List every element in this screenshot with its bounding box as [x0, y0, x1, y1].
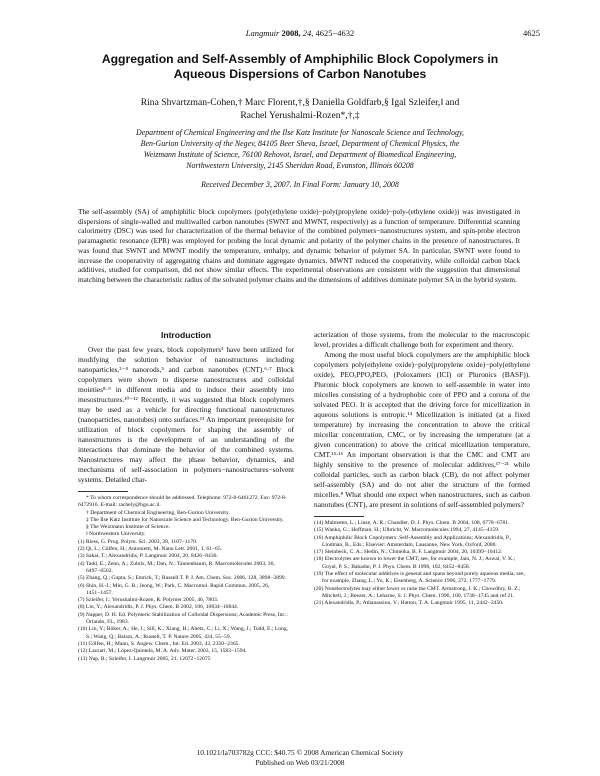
footnote-divider [78, 491, 128, 492]
author-list [60, 96, 540, 122]
affiliations [62, 127, 538, 171]
journal-citation [60, 28, 540, 38]
introduction-heading: Introduction [160, 330, 212, 340]
reference-item: (16) Amphiphilic Block Copolymers: Self-Assembly and Applications; Alexandridis, P., Lindman, B., Eds.; Elsevier: Amsterdam, Lausanne, New York, Oxford, 2000. [314, 534, 512, 548]
reference-item: (1) Riess, G. Prog. Polym. Sci. 2003, 28, 1107−1170. [78, 538, 198, 545]
reference-item: (4) Tadd, E.; Zeno, A.; Zubris, M.; Dan, N.; Tannenbaum, R. Macromolecules 2003, 36, 6497−6502. [78, 560, 275, 574]
left-column [78, 330, 294, 663]
journal-name: Langmuir [245, 28, 280, 38]
references-left [78, 539, 294, 663]
reference-divider [314, 516, 364, 517]
page-number: 4625 [523, 28, 540, 38]
authors-line-1: Rina Shvartzman-Cohen,† Marc Florent,†,§ Daniella Goldfarb,§ Igal Szleifer,‖ and [140, 97, 460, 108]
reference-item: (13) Nap, R.; Szleifer, I. Langmuir 2005, 21, 12072−12075 [78, 655, 211, 662]
reference-item: (21) Alexandridis, P.; Athanassiou, V.; Hatton, T. A. Langmuir 1995, 11, 2442−2450. [314, 600, 504, 607]
reference-item: (15) Wanka, G.; Hoffman, H.; Ulbricht, W. Macromolecules 1994, 27, 4145−4159. [314, 527, 500, 534]
intro-paragraph-2: acterization of those systems, from the molecular to the macroscopic level, provides a difficult challenge both for experiment and theory. [314, 330, 530, 349]
abstract: The self-assembly (SA) of amphiphilic block copolymers (poly(ethylene oxide)−poly(propylene oxide)−poly-(ethylene oxide)) was investigated in dispersions of single-walled and multiwalled carbon nanotubes (SWNT and MWNT, respectively) as a function of temperature. Differential scanning calorimetry (DSC) was used for characterization of the thermal behavior of the combined polymers−nanostructures system, and spin-probe electron paramagnetic resonance (EPR) was employed for probing the local dynamic and polarity of the polymer chains in the presence of nanostructures. It was found that SWNT and MWNT modify the temperature, enthalpy, and dynamic behavior of polymer SA. In particular, SWNT were found to increase the cooperativity of aggregating chains and dominate aggregate dynamics. MWNT reduced the cooperativity, while colloidal carbon black additives, studied for comparison, did not show similar effects. The experimental observations are consistent with the suggestion that dimensional matching between the characteristic radius of the solvated polymer chains and the dimensions of additives dominate polymer SA in the hybrid system. [78, 207, 520, 284]
reference-item: (9) Napper, D. H. Ed. Polymeric Stabilization of Colloidal Dispersions; Academic Press, Inc.: Orlando, FL, 1983. [78, 611, 288, 626]
footnote: § The Weizmann Institute of Science. [86, 524, 170, 531]
journal-volume: 24 [302, 28, 312, 38]
footnote: ‖ Northwestern University. [86, 531, 146, 538]
reference-item: (5) Zhang, Q.; Gupta, S.; Emrick, T.; Russell T. P. J. Am. Chem. Soc. 2006, 128, 3898−3899. [78, 575, 286, 582]
reference-item: (6) Shin, H.-I.; Min, G. B.; Jeong, W.; Park, C. Macromol. Rapid Commun. 2005, 26, 1451−1457. [78, 582, 270, 596]
reference-item: (14) Malmsten, L.; Linse, A. R.; Chandler, D. J. Phys. Chem. B 2004, 108, 6778−6781. [314, 520, 510, 526]
reference-item: (11) Cölfen, H.; Mann, S. Angew. Chem., Int. Ed. 2003, 42, 2350−2365. [78, 640, 240, 647]
affiliation-line: Weizmann Institute of Science, 76100 Rehovot, Israel, and Department of Biomedical Engineering, [143, 150, 457, 159]
footnote: * To whom correspondence should be addressed. Telephone: 972-8-6461272. Fax: 972-8-6472916. E-mail: rachely@bgu.ac.il. [78, 495, 287, 509]
reference-item: (2) Qi, L.; Cölfen, H.; Antonietti, M. Nano Lett. 2001, 1, 61−65. [78, 546, 223, 553]
reference-item: (10) Lin, Y.; Böker, A.; He, J.; Sill, K.; Xiang, H.; Abetz, C.; Li, X.; Wang, J.; Todd, E.; Long, S.; Wang, Q.; Balazs, A.; Russell, T. P. Nature 2005, 434, 55−59. [78, 626, 289, 640]
article-title [60, 52, 540, 82]
page-footer [60, 748, 540, 767]
publication-date: Published on Web 03/21/2008 [255, 757, 345, 767]
right-column [314, 330, 530, 608]
affiliation-line: Northwestern University, 2145 Sheridan Road, Evanston, Illinois 60208 [186, 161, 414, 170]
reference-item: (18) Electrolytes are known to lower the CMT; see, for example, Jain, N. J.; Aswal, V. K.; Goyal, P. S.; Bahadur, P. J. Phys. Chem. B 1998, 102, 8452−8458. [314, 556, 516, 570]
running-header [60, 28, 540, 42]
footnote: † Department of Chemical Engineering, Ben-Gurion University. [86, 509, 230, 516]
reference-item: (20) Nonelectrolytes may either lower or raise the CMT. Armstrong, J. K.; Chowdhry, B. Z.; Mitchell, J.; Beezer, A.; Leharne, S. J. Phys. Chem. 1996, 100, 1738−1745 and ref 21. [314, 585, 521, 599]
authors-line-2: Rachel Yerushalmi-Rozen*,†,‡ [240, 110, 360, 121]
intro-paragraph-1: Over the past few years, block copolymers¹ have been utilized for modifying the solution behavior of nanostructures including nanoparticles,²⁻⁴ nanorods,⁵ and carbon nanotubes (CNT).⁶·⁷ Block copolymers were shown to disperse nanostructures and colloidal moieties⁸·⁹ in different media and to induce their assembly into mesostructures.¹⁰⁻¹² Recently, it was suggested that block copolymers may be used as a vehicle for directing functional nanostructures (nanoparticles, nanotubes) onto surfaces.¹³ An important prerequisite for utilization of block copolymers for shaping the assembly of nanostructures is the development of an understanding of the interactions that dominate the behavior of the combined systems. Nanostructures may affect the phase behavior, dynamics, and mechanisms of self-association in polymers−nanostructures−solvent systems. Detailed char- [78, 345, 294, 484]
reference-item: (12) Lazzari, M.; López-Quintela, M. A. Adv. Mater. 2003, 15, 1583−1594. [78, 648, 247, 655]
footnotes [78, 495, 294, 539]
reference-item: (3) Sakai, T.; Alexandridis, P. Langmuir 2004, 20, 8426−8430. [78, 553, 218, 560]
doi-copyright: 10.1021/la703782g CCC: $40.75 © 2008 American Chemical Society [196, 748, 404, 757]
affiliation-line: Department of Chemical Engineering and the Ilse Katz Institute for Nanoscale Science and Technology, [136, 128, 464, 137]
received-dates: Received December 3, 2007. In Final Form: January 10, 2008 [201, 180, 399, 189]
journal-year: 2008, [279, 28, 303, 38]
reference-item: (17) Steinbeck, C. A.; Hedin, N.; Chmelka, B. F. Langmuir 2004, 20, 10399−10412. [314, 549, 503, 556]
title-line-1: Aggregation and Self-Assembly of Amphiphilic Block Copolymers in [101, 52, 499, 66]
reference-item: (7) Szleifer, I.; Yerushalmi-Rozen, R. Polymer 2005, 46, 7803. [78, 597, 219, 604]
references-right [314, 520, 530, 608]
journal-pages: , 4625−4632 [311, 28, 355, 38]
footnote: ‡ The Ilse Katz Institute for Nanoscale Science and Technology, Ben-Gurion University. [86, 516, 284, 523]
intro-paragraph-3: Among the most useful block copolymers are the amphiphilic block copolymers poly(ethylene oxide)−poly(propylene oxide)−poly(ethylene oxide), PEOₓPPOᵧPEOₓ (Poloxamers (ICI) or Pluronics (BASF)). Pluronic block copolymers are known to self-assemble in water into micelles consisting of a hydrophobic core of PPO and a corona of the solvated PEO. It is accepted that the driving force for micellization in aqueous solutions is entropic.¹⁴ Micellization is initiated (at a fixed temperature) by increasing the concentration to above the critical micellar concentration, CMC, or by increasing the temperature (at a given concentration) to above the critical micellization temperature, CMT.¹⁵·¹⁶ An important observation is that the CMC and CMT are highly sensitive to the presence of molecular additives,¹⁷⁻²¹ while colloidal particles, such as carbon black (CB), do not affect polymer self-assembly (SA) and do not alter the structure of the formed micelles.⁸ What should one expect when nanostructures, such as carbon nanotubes (CNT), are present in solutions of self-assembled polymers? [314, 350, 530, 509]
affiliation-line: Ben-Gurion University of the Negev, 84105 Beer Sheva, Israel, Department of Chemical Physics, the [140, 139, 460, 148]
title-line-2: Aqueous Dispersions of Carbon Nanotubes [173, 67, 427, 81]
reference-item: (19) The effect of molecular additives is general and spans beyond purely aqueous media; see, for example, Zhang, L.; Yu, K.; Eisenberg, A. Science 1996, 272, 1777−1779. [314, 571, 525, 585]
reference-item: (8) Lin, Y.; Alexandridis, P. J. Phys. Chem. B 2002, 106, 10834−10844. [78, 604, 239, 611]
